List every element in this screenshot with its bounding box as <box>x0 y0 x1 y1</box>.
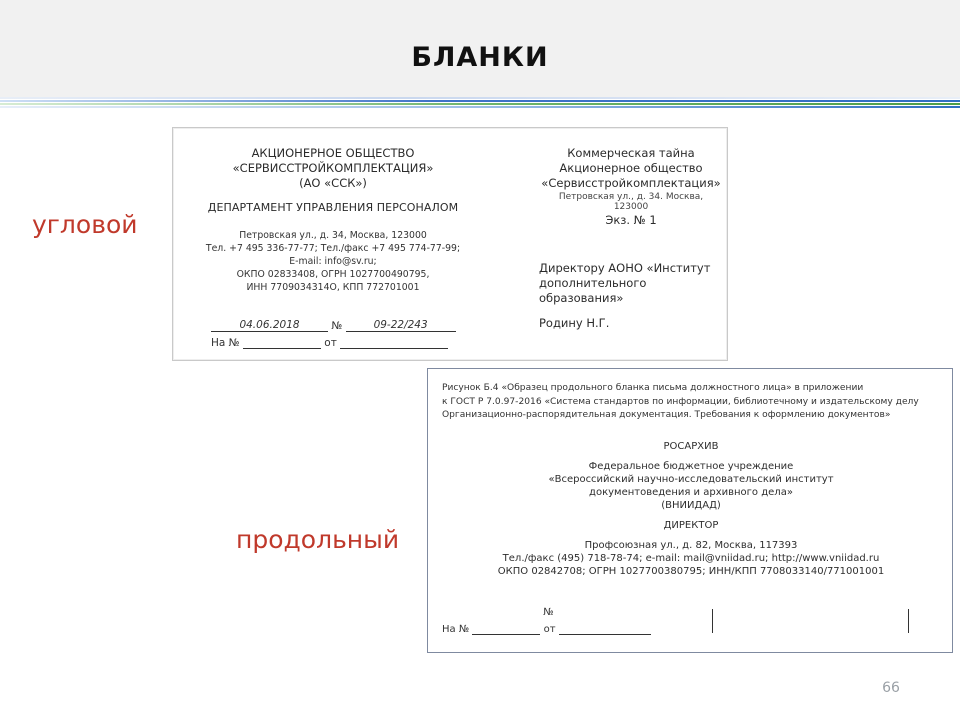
institution-line: (ВНИИДАД) <box>661 500 721 511</box>
secret-address: Петровская ул., д. 34. Москва, 123000 <box>558 192 704 212</box>
reference-label: На № <box>211 337 240 349</box>
reference-number-field <box>472 623 540 635</box>
registration-block <box>442 607 702 639</box>
corner-blank-header <box>203 146 463 294</box>
address-line: Профсоюзная ул., д. 82, Москва, 117393 <box>584 540 798 551</box>
stripe-2 <box>0 100 960 102</box>
reference-row <box>442 623 702 639</box>
label-corner-blank: угловой <box>32 210 138 239</box>
corner-blank-image <box>172 127 728 361</box>
contact-details <box>428 539 954 578</box>
secret-label: Коммерческая тайна <box>567 146 695 160</box>
stripe-4 <box>0 106 960 108</box>
institution-line: «Всероссийский научно-исследовательский институт <box>548 474 834 485</box>
agency-name: РОСАРХИВ <box>663 441 719 452</box>
department-name: ДЕПАРТАМЕНТ УПРАВЛЕНИЯ ПЕРСОНАЛОМ <box>207 201 459 214</box>
longitudinal-blank-header <box>428 441 954 578</box>
reference-label: На № <box>442 624 470 635</box>
institution-line: документоведения и архивного дела» <box>589 487 793 498</box>
addressee-name: Родину Н.Г. <box>539 316 610 330</box>
reference-row <box>211 336 461 353</box>
addressee-line: Директору АОНО «Институт <box>539 261 711 275</box>
copy-number: Экз. № 1 <box>605 213 657 227</box>
decorative-stripes <box>0 97 960 111</box>
confidentiality-stamp <box>541 146 721 227</box>
phone-line: Тел. +7 495 336-77-77; Тел./факс +7 495 774-77-99; <box>205 243 461 254</box>
caption-line: Рисунок Б.4 «Образец продольного бланка письма должностного лица» в приложении <box>442 383 864 393</box>
addressee-corner-mark <box>712 609 713 633</box>
reference-number-field <box>243 336 321 349</box>
label-longitudinal-blank: продольный <box>236 525 400 554</box>
email-line: E-mail: info@sv.ru; <box>289 256 377 267</box>
stripe-3 <box>0 103 960 105</box>
reg-number-field: 09-22/243 <box>346 319 456 332</box>
secret-owner-line: «Сервисстройкомплектация» <box>541 176 721 190</box>
org-short-name: (АО «ССК») <box>299 176 367 190</box>
longitudinal-blank-image <box>427 368 953 653</box>
page-number: 66 <box>882 680 900 696</box>
contact-details <box>203 229 463 294</box>
reference-from-label: от <box>543 624 556 635</box>
institution-line: Федеральное бюджетное учреждение <box>588 461 794 472</box>
caption-line: Организационно-распорядительная документация. Требования к оформлению документов» <box>442 410 891 420</box>
phone-email-line: Тел./факс (495) 718-78-74; e-mail: mail@vniidad.ru; http://www.vniidad.ru <box>502 553 880 564</box>
reference-date-field <box>340 336 448 349</box>
figure-caption <box>442 382 942 423</box>
registration-row <box>442 607 702 623</box>
registration-block <box>211 319 461 353</box>
reg-number-label: № <box>331 320 343 332</box>
addressee-line: дополнительного образования» <box>539 276 647 305</box>
secret-owner-line: Акционерное общество <box>559 161 703 175</box>
registration-codes-line: ОКПО 02833408, ОГРН 1027700490795, <box>236 269 430 280</box>
caption-line: к ГОСТ Р 7.0.97-2016 «Система стандартов по информации, библиотечному и издательскому делу <box>442 396 919 407</box>
org-name-line: «СЕРВИССТРОЙКОМПЛЕКТАЦИЯ» <box>232 161 434 175</box>
stripe-1 <box>0 97 960 99</box>
reg-number-label: № <box>543 607 554 618</box>
address-line: Петровская ул., д. 34, Москва, 123000 <box>239 230 427 241</box>
slide-title: БЛАНКИ <box>411 42 549 73</box>
reference-date-field <box>559 623 651 635</box>
reg-date-field: 04.06.2018 <box>211 319 328 332</box>
position-title: ДИРЕКТОР <box>663 520 719 531</box>
reference-from-label: от <box>324 337 337 349</box>
addressee-block <box>539 261 729 331</box>
org-name-line: АКЦИОНЕРНОЕ ОБЩЕСТВО <box>251 146 415 160</box>
addressee-corner-mark <box>908 609 909 633</box>
institution-name <box>428 460 954 512</box>
tax-codes-line: ИНН 7709034314О, КПП 772701001 <box>246 282 420 293</box>
registration-codes-line: ОКПО 02842708; ОГРН 1027700380795; ИНН/КПП 7708033140/771001001 <box>497 566 885 577</box>
registration-row <box>211 319 461 336</box>
